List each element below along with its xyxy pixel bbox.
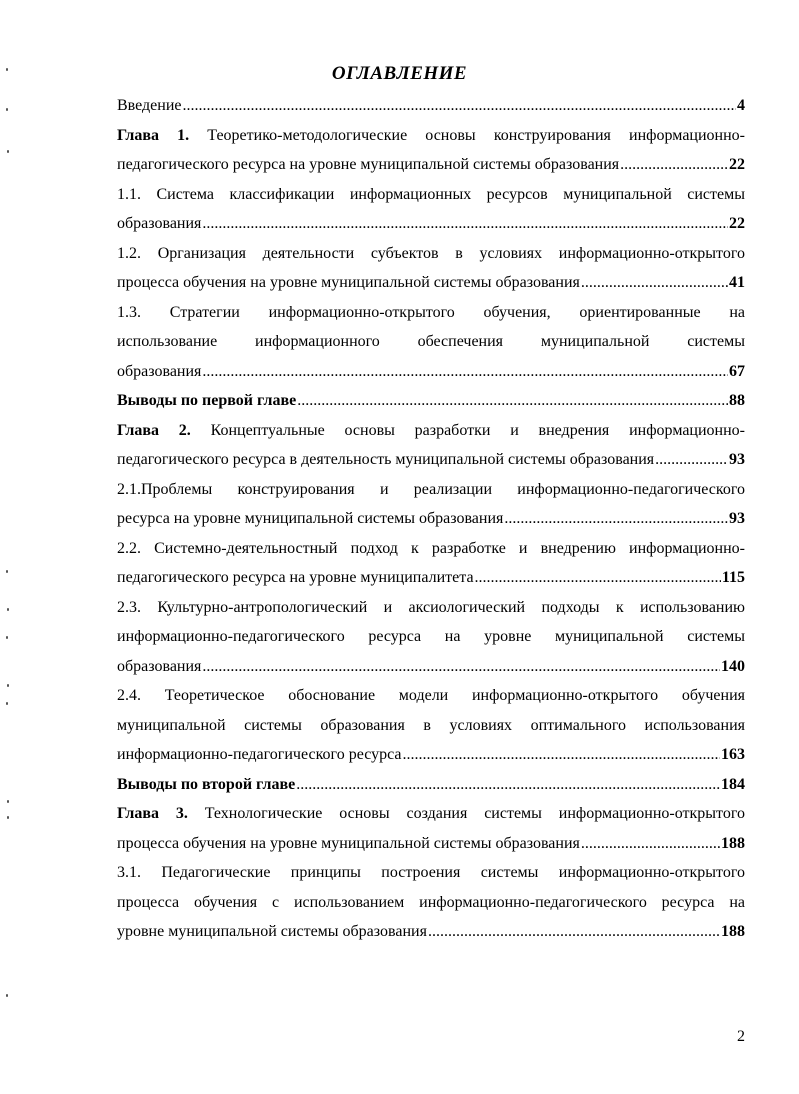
toc-page-number: 188 bbox=[721, 923, 745, 940]
toc-entry bbox=[117, 298, 745, 387]
scan-speck bbox=[7, 150, 9, 153]
toc-entry-line bbox=[117, 888, 745, 918]
toc-entry-text: образования bbox=[117, 362, 202, 380]
toc-entry bbox=[117, 239, 745, 298]
toc-page-number: 188 bbox=[721, 834, 745, 852]
toc-entry bbox=[117, 386, 745, 416]
table-of-contents bbox=[117, 91, 745, 947]
toc-entry-text: Выводы по первой главе bbox=[117, 392, 297, 409]
toc-page-number: 93 bbox=[729, 451, 745, 468]
toc-entry-line bbox=[117, 121, 745, 151]
toc-entry-text: 2.3. Культурно-антропологический и аксиологический подходы к использованию bbox=[117, 598, 745, 616]
toc-entry-text: информационно-педагогического ресурса bbox=[117, 746, 402, 763]
toc-entry-line bbox=[117, 416, 745, 446]
toc-entry bbox=[117, 770, 745, 800]
toc-entry-text: уровне муниципальной системы образования bbox=[117, 923, 427, 940]
scan-speck bbox=[6, 68, 8, 71]
toc-entry-last-line bbox=[117, 150, 745, 180]
toc-entry-last-line bbox=[117, 357, 745, 387]
chapter-label: Глава 3. bbox=[117, 805, 188, 822]
toc-entry bbox=[117, 799, 745, 858]
scan-speck bbox=[6, 108, 8, 111]
toc-entry-text: 3.1. Педагогические принципы построения системы информационно-открытого bbox=[117, 864, 745, 881]
toc-entry-text: Теоретико-методологические основы конструирования информационно- bbox=[207, 126, 745, 144]
scan-speck bbox=[6, 702, 8, 705]
toc-entry-text: процесса обучения на уровне муниципальной системы образования bbox=[117, 274, 580, 291]
scan-speck bbox=[7, 608, 9, 611]
toc-entry-last-line bbox=[117, 91, 745, 121]
toc-page-number: 4 bbox=[737, 97, 745, 114]
chapter-label: Глава 2. bbox=[117, 421, 191, 439]
toc-entry-text: 1.3. Стратегии информационно-открытого обучения, ориентированные на bbox=[117, 303, 745, 321]
toc-entry-text: ресурса на уровне муниципальной системы образования bbox=[117, 510, 504, 527]
dot-leader bbox=[620, 150, 728, 180]
toc-entry-last-line bbox=[117, 652, 745, 682]
toc-entry-text: 2.1.Проблемы конструирования и реализации информационно-педагогического bbox=[117, 480, 745, 498]
toc-entry-text: 2.2. Системно-деятельностный подход к разработке и внедрению информационно- bbox=[117, 539, 745, 557]
toc-entry-text: муниципальной системы образования в условиях оптимального использования bbox=[117, 716, 745, 734]
toc-entry-last-line bbox=[117, 504, 745, 534]
toc-entry bbox=[117, 121, 745, 180]
toc-entry-line bbox=[117, 180, 745, 210]
toc-entry-text: образования bbox=[117, 215, 202, 232]
toc-entry bbox=[117, 593, 745, 682]
dot-leader bbox=[403, 740, 721, 770]
toc-entry-text: информационно-педагогического ресурса на уровне муниципальной системы bbox=[117, 628, 745, 645]
toc-entry-text: педагогического ресурса на уровне муниципалитета bbox=[117, 569, 474, 586]
dot-leader bbox=[202, 209, 728, 239]
scan-speck bbox=[7, 800, 9, 803]
dot-leader bbox=[296, 770, 720, 800]
toc-entry-line bbox=[117, 327, 745, 357]
toc-entry bbox=[117, 681, 745, 770]
toc-page-number: 67 bbox=[729, 362, 745, 380]
dot-leader bbox=[504, 504, 728, 534]
toc-page-number: 41 bbox=[729, 274, 745, 291]
toc-entry-line bbox=[117, 711, 745, 741]
toc-entry-line bbox=[117, 858, 745, 888]
toc-entry-text: педагогического ресурса на уровне муниципальной системы образования bbox=[117, 156, 620, 173]
dot-leader bbox=[428, 917, 720, 947]
toc-entry-text: образования bbox=[117, 657, 202, 675]
scan-speck bbox=[7, 684, 9, 687]
toc-entry-last-line bbox=[117, 770, 745, 800]
toc-entry-last-line bbox=[117, 740, 745, 770]
toc-entry-line bbox=[117, 534, 745, 564]
toc-entry-text: 2.4. Теоретическое обоснование модели информационно-открытого обучения bbox=[117, 687, 745, 704]
dot-leader bbox=[297, 386, 728, 416]
toc-entry-text: использование информационного обеспечения муниципальной системы bbox=[117, 333, 745, 350]
toc-entry-line bbox=[117, 298, 745, 328]
toc-page-number: 163 bbox=[721, 746, 745, 763]
toc-entry bbox=[117, 180, 745, 239]
toc-entry-text: 1.2. Организация деятельности субъектов в условиях информационно-открытого bbox=[117, 244, 745, 262]
chapter-label: Глава 1. bbox=[117, 126, 190, 144]
toc-entry-text: Введение bbox=[117, 97, 182, 114]
toc-entry-text: Технологические основы создания системы информационно-открытого bbox=[204, 805, 745, 822]
toc-entry-last-line bbox=[117, 386, 745, 416]
toc-entry bbox=[117, 858, 745, 947]
dot-leader bbox=[202, 652, 720, 682]
toc-entry-text: 1.1. Система классификации информационных ресурсов муниципальной системы bbox=[117, 185, 745, 203]
toc-entry-line bbox=[117, 593, 745, 623]
toc-entry-last-line bbox=[117, 445, 745, 475]
toc-page-number: 88 bbox=[729, 392, 745, 409]
scan-speck bbox=[7, 816, 9, 819]
dot-leader bbox=[581, 829, 720, 859]
toc-page-number: 184 bbox=[721, 775, 745, 793]
dot-leader bbox=[475, 563, 721, 593]
toc-entry-last-line bbox=[117, 829, 745, 859]
scan-speck bbox=[6, 570, 8, 573]
toc-entry-last-line bbox=[117, 917, 745, 947]
toc-page-number: 22 bbox=[729, 215, 745, 232]
page-number: 2 bbox=[737, 1028, 745, 1045]
toc-entry-line bbox=[117, 622, 745, 652]
toc-entry-text: Концептуальные основы разработки и внедрения информационно- bbox=[210, 421, 745, 439]
scan-speck bbox=[6, 994, 8, 997]
toc-entry bbox=[117, 475, 745, 534]
toc-entry bbox=[117, 534, 745, 593]
toc-page-number: 22 bbox=[729, 156, 745, 173]
toc-title: ОГЛАВЛЕНИЕ bbox=[331, 63, 468, 84]
toc-entry-text: процесса обучения на уровне муниципальной системы образования bbox=[117, 834, 580, 852]
toc-page-number: 115 bbox=[721, 569, 745, 586]
dot-leader bbox=[183, 91, 737, 121]
dot-leader bbox=[655, 445, 728, 475]
scan-speck bbox=[6, 636, 8, 639]
toc-page-number: 93 bbox=[729, 510, 745, 527]
toc-entry-last-line bbox=[117, 563, 745, 593]
toc-entry-line bbox=[117, 799, 745, 829]
toc-entry-line bbox=[117, 475, 745, 505]
toc-entry-text: педагогического ресурса в деятельность муниципальной системы образования bbox=[117, 451, 655, 468]
toc-entry bbox=[117, 416, 745, 475]
toc-entry-text: процесса обучения с использованием информационно-педагогического ресурса на bbox=[117, 893, 745, 911]
toc-page-number: 140 bbox=[721, 657, 745, 675]
toc-entry-last-line bbox=[117, 268, 745, 298]
toc-entry bbox=[117, 91, 745, 121]
toc-entry-line bbox=[117, 239, 745, 269]
dot-leader bbox=[202, 357, 728, 387]
dot-leader bbox=[581, 268, 728, 298]
toc-entry-last-line bbox=[117, 209, 745, 239]
toc-entry-text: Выводы по второй главе bbox=[117, 775, 296, 793]
toc-entry-line bbox=[117, 681, 745, 711]
